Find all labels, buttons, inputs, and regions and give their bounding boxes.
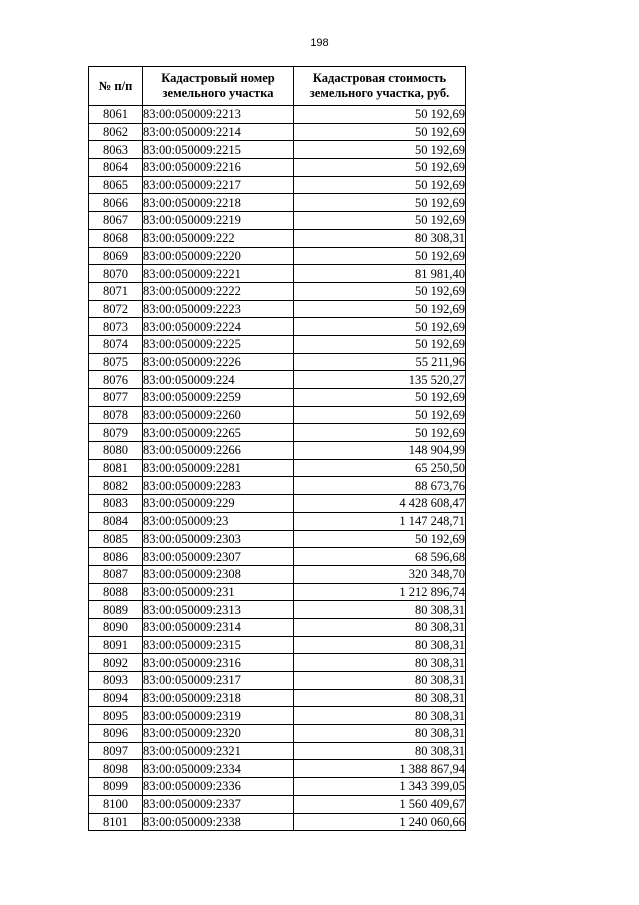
cadastral-value-cell: 135 520,27: [294, 371, 466, 389]
row-number-cell: 8071: [89, 282, 143, 300]
row-number-cell: 8085: [89, 530, 143, 548]
cadastral-value-cell: 320 348,70: [294, 565, 466, 583]
cadastral-number-cell: 83:00:050009:2315: [143, 636, 294, 654]
cadastral-number-cell: 83:00:050009:2338: [143, 813, 294, 831]
cadastral-value-cell: 50 192,69: [294, 318, 466, 336]
cadastral-number-cell: 83:00:050009:2216: [143, 159, 294, 177]
cadastral-value-cell: 1 388 867,94: [294, 760, 466, 778]
table-row: [89, 618, 466, 636]
cadastral-value-cell: 50 192,69: [294, 335, 466, 353]
cadastral-value-cell: 50 192,69: [294, 530, 466, 548]
cadastral-number-cell: 83:00:050009:2217: [143, 176, 294, 194]
table-row: [89, 229, 466, 247]
cadastral-value-cell: 50 192,69: [294, 194, 466, 212]
table-row: [89, 565, 466, 583]
cadastral-number-cell: 83:00:050009:2226: [143, 353, 294, 371]
table-row: [89, 247, 466, 265]
cadastral-number-cell: 83:00:050009:229: [143, 495, 294, 513]
cadastral-value-cell: 50 192,69: [294, 389, 466, 407]
cadastral-value-cell: 50 192,69: [294, 159, 466, 177]
cadastral-value-cell: 50 192,69: [294, 106, 466, 124]
row-number-cell: 8061: [89, 106, 143, 124]
cadastral-number-cell: 83:00:050009:2218: [143, 194, 294, 212]
table-row: [89, 672, 466, 690]
cadastral-number-cell: 83:00:050009:2213: [143, 106, 294, 124]
table-row: [89, 371, 466, 389]
cadastral-value-cell: 80 308,31: [294, 229, 466, 247]
cadastral-value-cell: 1 343 399,05: [294, 778, 466, 796]
row-number-cell: 8073: [89, 318, 143, 336]
cadastral-number-cell: 83:00:050009:2336: [143, 778, 294, 796]
cadastral-value-cell: 1 240 060,66: [294, 813, 466, 831]
cadastral-value-cell: 80 308,31: [294, 654, 466, 672]
row-number-cell: 8095: [89, 707, 143, 725]
table-row: [89, 282, 466, 300]
row-number-cell: 8082: [89, 477, 143, 495]
cadastral-number-cell: 83:00:050009:224: [143, 371, 294, 389]
page-number: 198: [310, 37, 329, 49]
table-row: [89, 123, 466, 141]
table-row: [89, 194, 466, 212]
cadastral-number-cell: 83:00:050009:2316: [143, 654, 294, 672]
cadastral-number-cell: 83:00:050009:2313: [143, 601, 294, 619]
cadastral-number-cell: 83:00:050009:2224: [143, 318, 294, 336]
cadastral-number-cell: 83:00:050009:2318: [143, 689, 294, 707]
cadastral-value-cell: 80 308,31: [294, 725, 466, 743]
cadastral-value-cell: 50 192,69: [294, 212, 466, 230]
cadastral-number-cell: 83:00:050009:2259: [143, 389, 294, 407]
cadastral-value-cell: 80 308,31: [294, 672, 466, 690]
cadastral-number-cell: 83:00:050009:2321: [143, 742, 294, 760]
row-number-cell: 8074: [89, 335, 143, 353]
row-number-cell: 8064: [89, 159, 143, 177]
row-number-cell: 8084: [89, 512, 143, 530]
cadastral-number-cell: 83:00:050009:2222: [143, 282, 294, 300]
table-row: [89, 725, 466, 743]
table-row: [89, 141, 466, 159]
cadastral-value-cell: 1 560 409,67: [294, 795, 466, 813]
table-row: [89, 495, 466, 513]
cadastral-value-cell: 55 211,96: [294, 353, 466, 371]
cadastral-number-cell: 83:00:050009:2334: [143, 760, 294, 778]
table-row: [89, 813, 466, 831]
row-number-cell: 8100: [89, 795, 143, 813]
cadastral-value-cell: 1 147 248,71: [294, 512, 466, 530]
cadastral-value-cell: 50 192,69: [294, 424, 466, 442]
table-header-row: [89, 67, 466, 106]
row-number-cell: 8094: [89, 689, 143, 707]
cadastral-value-cell: 80 308,31: [294, 707, 466, 725]
row-number-cell: 8088: [89, 583, 143, 601]
cadastral-number-cell: 83:00:050009:2220: [143, 247, 294, 265]
row-number-cell: 8093: [89, 672, 143, 690]
cadastral-value-cell: 50 192,69: [294, 300, 466, 318]
cadastral-number-cell: 83:00:050009:2265: [143, 424, 294, 442]
row-number-cell: 8072: [89, 300, 143, 318]
row-number-cell: 8065: [89, 176, 143, 194]
table-row: [89, 353, 466, 371]
cadastral-number-cell: 83:00:050009:2320: [143, 725, 294, 743]
row-number-cell: 8097: [89, 742, 143, 760]
row-number-cell: 8092: [89, 654, 143, 672]
table-row: [89, 778, 466, 796]
cadastral-number-cell: 83:00:050009:2260: [143, 406, 294, 424]
table-row: [89, 795, 466, 813]
table-row: [89, 654, 466, 672]
table-row: [89, 760, 466, 778]
table-row: [89, 707, 466, 725]
table-row: [89, 406, 466, 424]
table-row: [89, 389, 466, 407]
cadastral-value-cell: 4 428 608,47: [294, 495, 466, 513]
cadastral-value-cell: 50 192,69: [294, 123, 466, 141]
cadastral-number-cell: 83:00:050009:2266: [143, 442, 294, 460]
cadastral-value-cell: 50 192,69: [294, 141, 466, 159]
cadastral-number-cell: 83:00:050009:231: [143, 583, 294, 601]
header-cadastral-number: Кадастровый номер земельного участка: [143, 67, 294, 106]
row-number-cell: 8101: [89, 813, 143, 831]
table-row: [89, 335, 466, 353]
row-number-cell: 8098: [89, 760, 143, 778]
header-num: № п/п: [89, 67, 143, 106]
cadastral-value-cell: 80 308,31: [294, 618, 466, 636]
table-row: [89, 512, 466, 530]
table-row: [89, 176, 466, 194]
cadastral-value-cell: 80 308,31: [294, 742, 466, 760]
table-row: [89, 689, 466, 707]
cadastral-value-cell: 50 192,69: [294, 406, 466, 424]
table-row: [89, 265, 466, 283]
row-number-cell: 8087: [89, 565, 143, 583]
cadastral-value-cell: 80 308,31: [294, 689, 466, 707]
cadastral-number-cell: 83:00:050009:2317: [143, 672, 294, 690]
cadastral-value-cell: 50 192,69: [294, 282, 466, 300]
row-number-cell: 8075: [89, 353, 143, 371]
cadastral-number-cell: 83:00:050009:222: [143, 229, 294, 247]
row-number-cell: 8086: [89, 548, 143, 566]
row-number-cell: 8070: [89, 265, 143, 283]
row-number-cell: 8090: [89, 618, 143, 636]
header-cadastral-value: Кадастровая стоимость земельного участка, руб.: [294, 67, 466, 106]
table-row: [89, 601, 466, 619]
cadastral-number-cell: 83:00:050009:2225: [143, 335, 294, 353]
table-row: [89, 548, 466, 566]
table-row: [89, 583, 466, 601]
table-row: [89, 300, 466, 318]
cadastral-number-cell: 83:00:050009:2319: [143, 707, 294, 725]
row-number-cell: 8078: [89, 406, 143, 424]
table-row: [89, 442, 466, 460]
cadastral-value-cell: 68 596,68: [294, 548, 466, 566]
row-number-cell: 8091: [89, 636, 143, 654]
table-row: [89, 742, 466, 760]
table-row: [89, 212, 466, 230]
row-number-cell: 8089: [89, 601, 143, 619]
cadastral-number-cell: 83:00:050009:2307: [143, 548, 294, 566]
row-number-cell: 8081: [89, 459, 143, 477]
table-row: [89, 636, 466, 654]
cadastral-value-cell: 65 250,50: [294, 459, 466, 477]
cadastral-number-cell: 83:00:050009:2303: [143, 530, 294, 548]
row-number-cell: 8076: [89, 371, 143, 389]
table-row: [89, 459, 466, 477]
cadastral-value-cell: 80 308,31: [294, 636, 466, 654]
cadastral-number-cell: 83:00:050009:2281: [143, 459, 294, 477]
cadastral-number-cell: 83:00:050009:2214: [143, 123, 294, 141]
table-row: [89, 530, 466, 548]
table-row: [89, 106, 466, 124]
cadastral-number-cell: 83:00:050009:2223: [143, 300, 294, 318]
row-number-cell: 8062: [89, 123, 143, 141]
cadastral-value-cell: 81 981,40: [294, 265, 466, 283]
row-number-cell: 8099: [89, 778, 143, 796]
cadastral-value-cell: 50 192,69: [294, 247, 466, 265]
table-row: [89, 318, 466, 336]
cadastral-number-cell: 83:00:050009:2215: [143, 141, 294, 159]
cadastral-number-cell: 83:00:050009:23: [143, 512, 294, 530]
cadastral-value-cell: 148 904,99: [294, 442, 466, 460]
row-number-cell: 8066: [89, 194, 143, 212]
cadastral-number-cell: 83:00:050009:2314: [143, 618, 294, 636]
row-number-cell: 8067: [89, 212, 143, 230]
cadastral-number-cell: 83:00:050009:2337: [143, 795, 294, 813]
cadastral-table: [88, 66, 466, 831]
row-number-cell: 8068: [89, 229, 143, 247]
row-number-cell: 8079: [89, 424, 143, 442]
row-number-cell: 8096: [89, 725, 143, 743]
cadastral-value-cell: 1 212 896,74: [294, 583, 466, 601]
row-number-cell: 8083: [89, 495, 143, 513]
row-number-cell: 8077: [89, 389, 143, 407]
cadastral-number-cell: 83:00:050009:2283: [143, 477, 294, 495]
cadastral-number-cell: 83:00:050009:2219: [143, 212, 294, 230]
cadastral-value-cell: 50 192,69: [294, 176, 466, 194]
table-row: [89, 159, 466, 177]
table-row: [89, 477, 466, 495]
cadastral-number-cell: 83:00:050009:2308: [143, 565, 294, 583]
cadastral-number-cell: 83:00:050009:2221: [143, 265, 294, 283]
cadastral-value-cell: 80 308,31: [294, 601, 466, 619]
table-row: [89, 424, 466, 442]
row-number-cell: 8069: [89, 247, 143, 265]
cadastral-value-cell: 88 673,76: [294, 477, 466, 495]
row-number-cell: 8080: [89, 442, 143, 460]
row-number-cell: 8063: [89, 141, 143, 159]
